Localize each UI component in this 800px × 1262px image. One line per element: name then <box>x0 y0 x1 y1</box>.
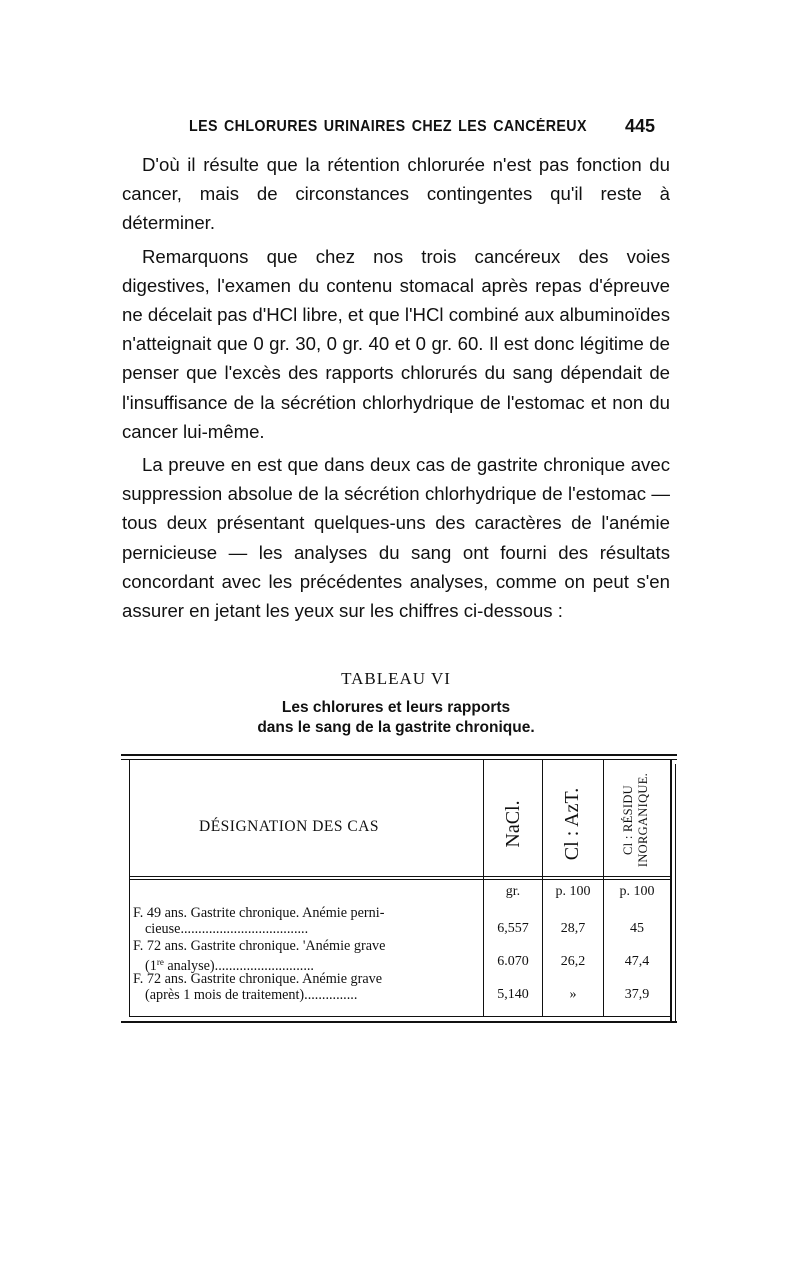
row-1-cl-residu: 45 <box>630 921 644 936</box>
table-label: TABLEAU VI <box>341 669 451 688</box>
unit-nacl: gr. <box>505 884 521 899</box>
row-3-line-1: F. 72 ans. Gastrite chronique. Anémie grave <box>133 971 383 987</box>
table-right-rule <box>670 759 672 1021</box>
table-bottom-rule-outer <box>121 1021 677 1023</box>
col-header-cl-residu-line-2: INORGANIQUE. <box>636 772 650 868</box>
header-bottom-rule-2 <box>129 879 671 880</box>
col-header-cl-residu <box>621 770 653 870</box>
row-2-line-2-sup: re <box>156 957 164 967</box>
row-2-line-1: F. 72 ans. Gastrite chronique. 'Anémie grave <box>133 938 386 954</box>
table-subtitle-line-2: dans le sang de la gastrite chronique. <box>257 719 535 736</box>
table-subtitle-line-1: Les chlorures et leurs rapports <box>281 699 511 716</box>
unit-cl-residu: p. 100 <box>619 884 655 899</box>
row-1-nacl: 6,557 <box>497 921 529 936</box>
paragraph-1: D'où il résulte que la rétention chlorurée n'est pas fonction du cancer, mais de circonstances contingentes qu'il reste à déterminer. <box>122 154 670 234</box>
row-2-cl-residu: 47,4 <box>624 954 650 969</box>
row-3-line-2: (après 1 mois de traitement)............... <box>145 987 358 1003</box>
row-1-line-1: F. 49 ans. Gastrite chronique. Anémie perni- <box>133 905 385 921</box>
row-2-line-2-post: analyse)............................ <box>163 958 314 974</box>
chlorides-table <box>121 754 677 1024</box>
row-3-nacl: 5,140 <box>497 987 529 1002</box>
table-top-rule <box>121 754 677 756</box>
table-top-rule-inner <box>121 759 677 760</box>
row-1-cl-azt: 28,7 <box>560 921 586 936</box>
row-2-line-2-pre: (1 <box>145 958 157 974</box>
table-subtitle <box>122 698 670 738</box>
table-left-rule <box>129 759 130 1017</box>
row-2-nacl: 6.070 <box>497 954 529 969</box>
unit-cl-azt: p. 100 <box>555 884 591 899</box>
row-2-cl-azt: 26,2 <box>560 954 586 969</box>
table-caption <box>122 668 670 738</box>
col-header-designation: DÉSIGNATION DES CAS <box>199 818 380 835</box>
paragraph-2: Remarquons que chez nos trois cancéreux des voies digestives, l'examen du contenu stomacal après repas d'épreuve ne décelait pas d'HCl libre, et que l'HCl combiné aux albuminoïdes n'atteignait que 0 gr. 30, 0 gr. 40 et 0 gr. 60. Il est donc légitime de penser que l'excès des rapports chlorurés du sang dépendait de l'insuffisance de la sécrétion chlorhydrique de l'estomac et non du cancer lui-même. <box>122 245 670 442</box>
col-header-cl-residu-line-1: Cl : RÉSIDU <box>621 785 635 855</box>
body-text <box>122 150 670 629</box>
paragraph-3: La preuve en est que dans deux cas de gastrite chronique avec suppression absolue de la sécrétion chlorhydrique de l'estomac — tous deux présentant quelques-uns des caractères de l'anémie pernicieuse — les analyses du sang ont fourni des résultats concordant avec les précédentes analyses, comme on peut s'en assurer en jetant les yeux sur les chiffres ci-dessous : <box>122 454 670 622</box>
table-bottom-rule <box>129 1016 671 1017</box>
table-right-rule-outer <box>675 764 676 1022</box>
running-header <box>189 118 655 142</box>
row-3-cl-azt: » <box>569 987 577 1002</box>
row-1-line-2: cieuse.................................... <box>145 921 309 937</box>
page-number: 445 <box>624 116 655 136</box>
col-header-nacl: NaCl. <box>502 800 524 848</box>
row-3-cl-residu: 37,9 <box>624 987 650 1002</box>
col-header-cl-azt: Cl : AzT. <box>561 787 583 861</box>
running-title: LES CHLORURES URINAIRES CHEZ LES CANCÉREUX <box>189 118 587 135</box>
header-bottom-rule <box>129 876 671 877</box>
